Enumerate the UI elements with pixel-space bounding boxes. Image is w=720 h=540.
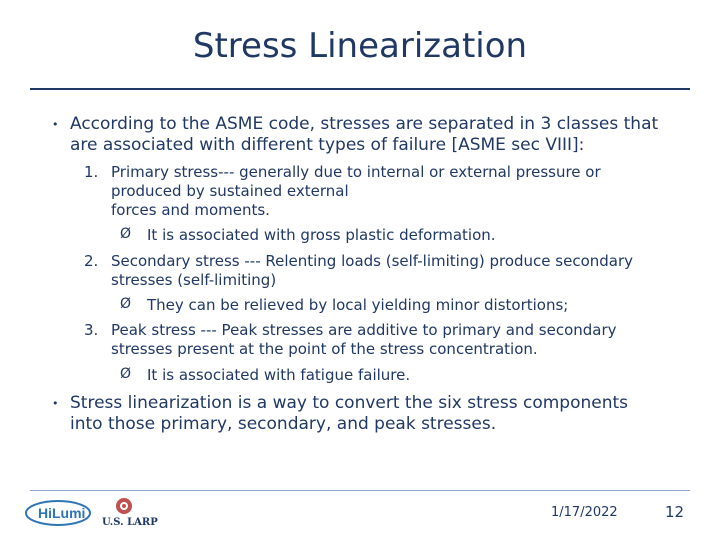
item-2-line-2: stresses (self-limiting) bbox=[111, 271, 277, 289]
item-1-line-2: produced by sustained external bbox=[111, 182, 349, 200]
bullet-dot-icon: • bbox=[52, 118, 59, 131]
item-1-number: 1. bbox=[84, 163, 99, 181]
item-3-line-1: Peak stress --- Peak stresses are additive to primary and secondary bbox=[111, 321, 617, 339]
hilumi-logo bbox=[24, 497, 92, 529]
slide-date: 1/17/2022 bbox=[551, 505, 618, 520]
item-1-line-1: Primary stress--- generally due to internal or external pressure or bbox=[111, 163, 601, 181]
footer-divider bbox=[30, 490, 690, 491]
arrow-bullet-icon: Ø bbox=[120, 226, 132, 242]
item-1-line-3: forces and moments. bbox=[111, 201, 270, 219]
arrow-bullet-icon: Ø bbox=[120, 366, 132, 382]
item-3-number: 3. bbox=[84, 321, 99, 339]
arrow-bullet-icon: Ø bbox=[120, 296, 132, 312]
page-title: Stress Linearization bbox=[192, 26, 528, 66]
bullet-1-line-1: According to the ASME code, stresses are separated in 3 classes that bbox=[70, 114, 659, 134]
item-2-subpoint: They can be relieved by local yielding minor distortions; bbox=[147, 296, 569, 314]
bullet-2-line-1: Stress linearization is a way to convert the six stress components bbox=[70, 393, 629, 413]
item-2-line-1: Secondary stress --- Relenting loads (self-limiting) produce secondary bbox=[111, 252, 634, 270]
bullet-dot-icon: • bbox=[52, 397, 59, 410]
bullet-1-line-2: are associated with different types of failure [ASME sec VIII]: bbox=[70, 135, 585, 155]
bullet-2-line-2: into those primary, secondary, and peak stresses. bbox=[70, 414, 497, 434]
item-3-line-2: stresses present at the point of the stress concentration. bbox=[111, 340, 538, 358]
hilumi-logo-text: HiLumi bbox=[38, 505, 86, 521]
title-divider bbox=[30, 88, 690, 90]
item-2-number: 2. bbox=[84, 252, 99, 270]
item-3-subpoint: It is associated with fatigue failure. bbox=[147, 366, 411, 384]
page-number: 12 bbox=[665, 503, 685, 521]
us-larp-logo-text: U.S. LARP bbox=[102, 517, 158, 528]
item-1-subpoint: It is associated with gross plastic deformation. bbox=[147, 226, 496, 244]
